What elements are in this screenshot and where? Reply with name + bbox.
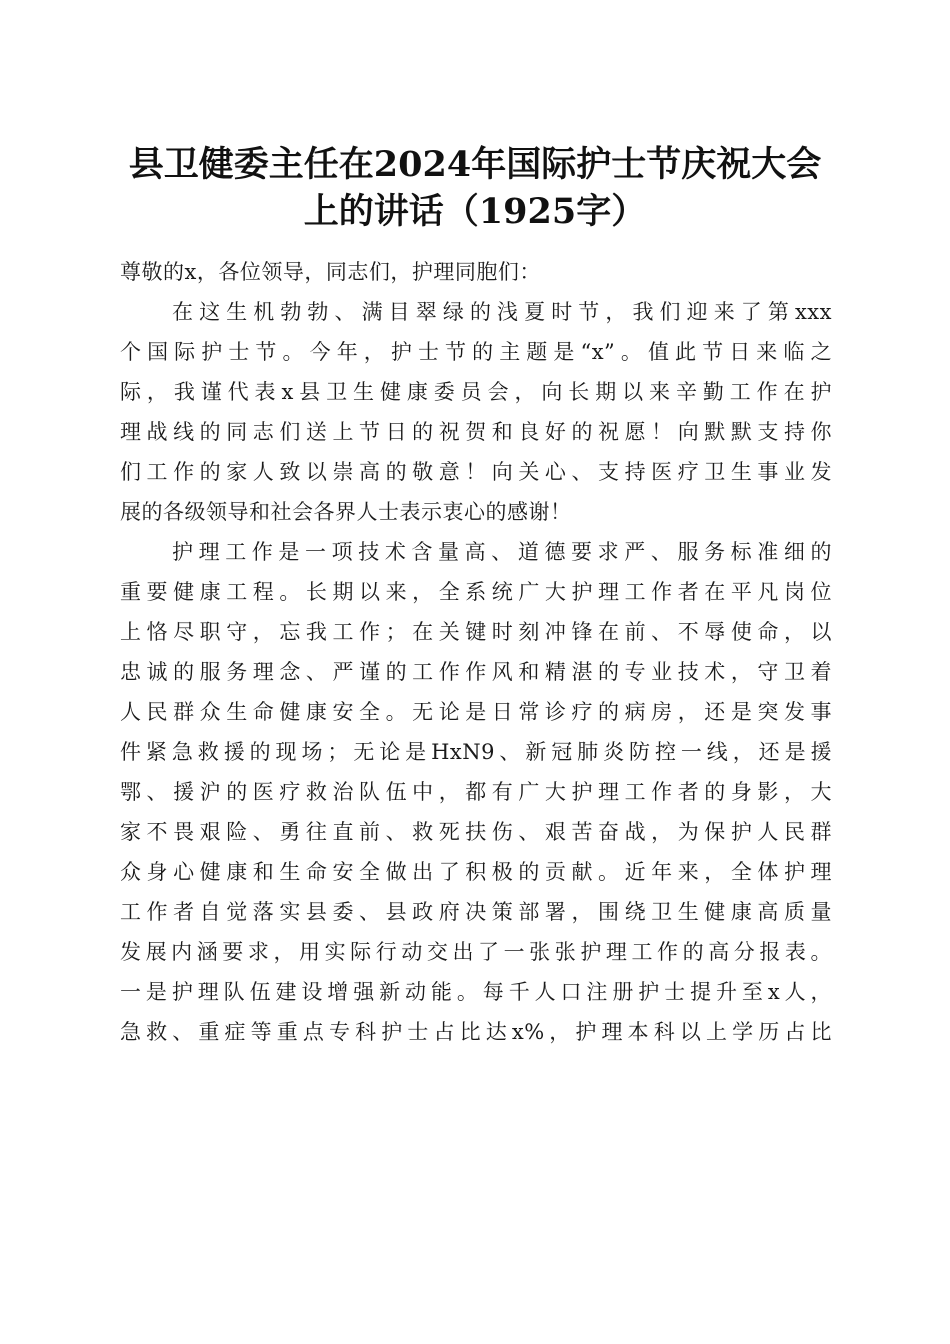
body-line: 人民群众生命健康安全。无论是日常诊疗的病房，还是突发事 <box>120 700 832 724</box>
body-line: 工作者自觉落实县委、县政府决策部署，围绕卫生健康高质量 <box>120 900 832 924</box>
body-line: 展的各级领导和社会各界人士表示衷心的感谢！ <box>120 500 572 524</box>
document-title-line-1: 县卫健委主任在2024年国际护士节庆祝大会 <box>128 144 822 185</box>
body-line: 家不畏艰险、勇往直前、救死扶伤、艰苦奋战，为保护人民群 <box>120 820 832 844</box>
body-line: 鄂、援沪的医疗救治队伍中，都有广大护理工作者的身影，大 <box>120 780 832 804</box>
body-line: 忠诚的服务理念、严谨的工作作风和精湛的专业技术，守卫着 <box>120 660 832 684</box>
body-line: 上恪尽职守，忘我工作；在关键时刻冲锋在前、不辱使命，以 <box>120 620 832 644</box>
body-line: 护理工作是一项技术含量高、道德要求严、服务标准细的 <box>172 540 832 564</box>
body-line: 急救、重症等重点专科护士占比达x%，护理本科以上学历占比 <box>120 1020 832 1044</box>
body-line: 发展内涵要求，用实际行动交出了一张张护理工作的高分报表。 <box>120 940 832 964</box>
salutation-line: 尊敬的x，各位领导，同志们，护理同胞们： <box>120 260 541 284</box>
body-line: 个国际护士节。今年，护士节的主题是“x”。值此节日来临之 <box>120 340 832 364</box>
body-line: 理战线的同志们送上节日的祝贺和良好的祝愿！向默默支持你 <box>120 420 832 444</box>
body-line: 件紧急救援的现场；无论是HxN9、新冠肺炎防控一线，还是援 <box>120 740 832 764</box>
document-body <box>120 252 832 1052</box>
body-line: 们工作的家人致以崇高的敬意！向关心、支持医疗卫生事业发 <box>120 460 832 484</box>
body-line: 际，我谨代表x县卫生健康委员会，向长期以来辛勤工作在护 <box>120 380 832 404</box>
body-line: 重要健康工程。长期以来，全系统广大护理工作者在平凡岗位 <box>120 580 832 604</box>
document-title-line-2: 上的讲话（1925字） <box>303 191 647 232</box>
body-line: 在这生机勃勃、满目翠绿的浅夏时节，我们迎来了第xxx <box>172 300 832 324</box>
body-line: 一是护理队伍建设增强新动能。每千人口注册护士提升至x人， <box>120 980 832 1004</box>
body-line: 众身心健康和生命安全做出了积极的贡献。近年来，全体护理 <box>120 860 832 884</box>
